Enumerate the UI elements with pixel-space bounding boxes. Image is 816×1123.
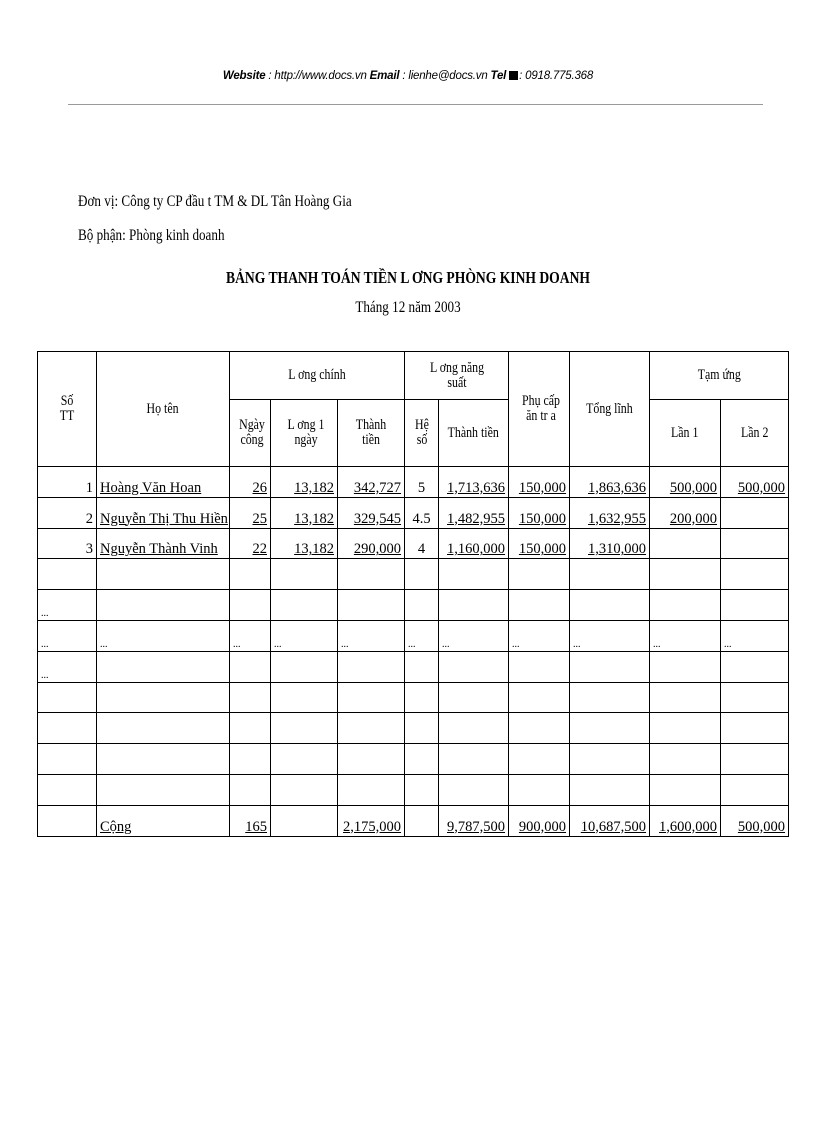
col-luong-ngay: L ơng 1 ngày bbox=[271, 400, 338, 467]
col-luong-nang-suat: L ơng năng suất bbox=[405, 352, 509, 400]
table-row: 3 Nguyễn Thành Vinh 22 13,182 290,000 4 1,160,000 150,000 1,310,000 bbox=[38, 528, 789, 559]
email-value[interactable]: : lienhe@docs.vn bbox=[402, 70, 488, 82]
col-ngay-cong: Ngày công bbox=[230, 400, 271, 467]
col-lan-2: Lần 2 bbox=[721, 400, 789, 467]
col-thanh-tien: Thành tiền bbox=[338, 400, 405, 467]
col-thanh-tien-ns: Thành tiền bbox=[439, 400, 509, 467]
col-tam-ung: Tạm ứng bbox=[650, 352, 789, 400]
total-label: Cộng bbox=[100, 818, 132, 835]
document-title: BẢNG THANH TOÁN TIỀN L ƠNG PHÒNG KINH DOANH bbox=[226, 268, 590, 287]
table-row-empty bbox=[38, 682, 789, 713]
website-value[interactable]: : http://www.docs.vn bbox=[268, 70, 367, 82]
table-row-total: Cộng 165 2,175,000 9,787,500 900,000 10,687,500 1,600,000 500,000 bbox=[38, 805, 789, 836]
table-row: 2 Nguyễn Thị Thu Hiền 25 13,182 329,545 4.5 1,482,955 150,000 1,632,955 200,000 bbox=[38, 497, 789, 528]
table-row-empty bbox=[38, 713, 789, 744]
table-row: 1 Hoàng Văn Hoan 26 13,182 342,727 5 1,713,636 150,000 1,863,636 500,000 500,000 bbox=[38, 467, 789, 498]
tel-value: : 0918.775.368 bbox=[519, 70, 594, 82]
col-lan-1: Lần 1 bbox=[650, 400, 721, 467]
page-header bbox=[0, 70, 816, 82]
employee-name: Nguyễn Thị Thu Hiền bbox=[100, 510, 228, 527]
table-row-ellipsis: ... bbox=[38, 590, 789, 621]
company-unit: Đơn vị: Công ty CP đầu t TM & DL Tân Hoàng Gia bbox=[78, 193, 352, 210]
employee-name: Nguyễn Thành Vinh bbox=[100, 541, 218, 558]
col-tong-linh: Tổng lĩnh bbox=[570, 352, 650, 467]
col-luong-chinh: L ơng chính bbox=[230, 352, 405, 400]
department: Bộ phận: Phòng kinh doanh bbox=[78, 227, 225, 244]
table-row-empty bbox=[38, 559, 789, 590]
email-label: Email bbox=[369, 70, 400, 82]
table-row-ellipsis: ... ... ... ... ... ... ... ... ... ... ... bbox=[38, 620, 789, 651]
col-phu-cap: Phụ cấp ăn tr a bbox=[509, 352, 570, 467]
col-ho-ten: Họ tên bbox=[97, 352, 230, 467]
col-so-tt: Số TT bbox=[38, 352, 97, 467]
employee-name: Hoàng Văn Hoan bbox=[100, 479, 202, 496]
tel-label: Tel bbox=[490, 70, 507, 82]
salary-table bbox=[37, 351, 789, 837]
table-row-empty bbox=[38, 774, 789, 805]
phone-icon bbox=[509, 71, 518, 80]
header-divider bbox=[68, 104, 763, 105]
table-row-empty bbox=[38, 744, 789, 775]
col-he-so: Hệ số bbox=[405, 400, 439, 467]
table-row-ellipsis: ... bbox=[38, 651, 789, 682]
document-subtitle: Tháng 12 năm 2003 bbox=[355, 299, 461, 316]
website-label: Website bbox=[222, 70, 266, 82]
